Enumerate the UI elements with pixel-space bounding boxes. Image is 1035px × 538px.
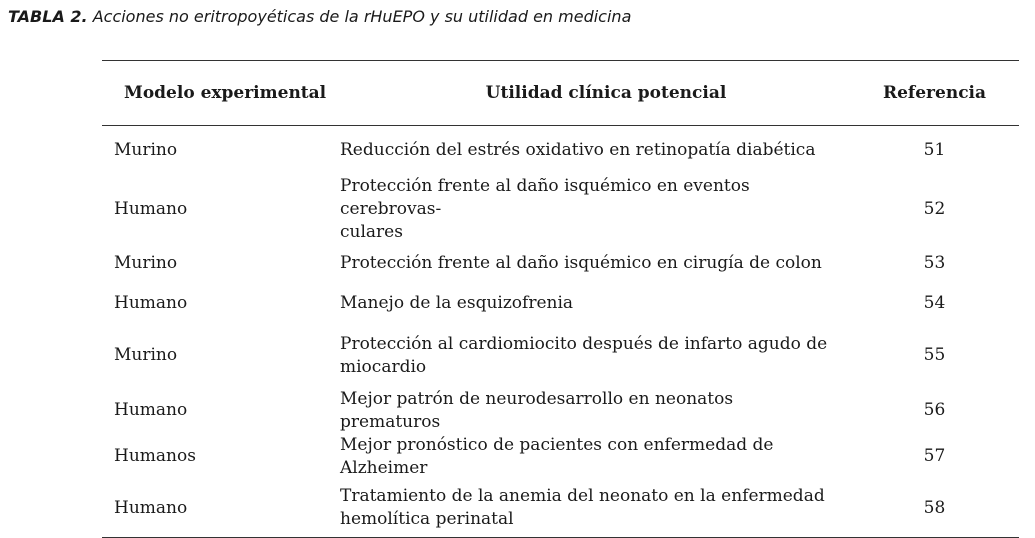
utility-cell: Protección frente al daño isquémico en cirugía de colon [340, 253, 822, 273]
table-row [102, 434, 1019, 480]
header-row [102, 61, 1019, 126]
model-cell: Humano [114, 400, 188, 420]
table-row [102, 126, 1019, 175]
reference-cell: 57 [923, 446, 946, 466]
model-cell: Murino [114, 253, 178, 273]
reference-cell: 56 [923, 400, 946, 420]
model-cell: Humano [114, 293, 188, 313]
header-model: Modelo experimental [124, 83, 327, 103]
table-row [102, 480, 1019, 538]
header-utility: Utilidad clínica potencial [485, 83, 727, 103]
utility-cell: Mejor pronóstico de pacientes con enfermedad de Alzheimer [340, 434, 774, 478]
reference-cell: 51 [923, 139, 946, 160]
utility-cell: Mejor patrón de neurodesarrollo en neonatos prematuros [340, 388, 734, 432]
table-row [102, 244, 1019, 284]
reference-cell: 53 [923, 253, 946, 273]
model-cell: Humano [114, 497, 188, 518]
model-cell: Humanos [114, 446, 196, 466]
data-table [102, 60, 1019, 538]
model-cell: Humano [114, 198, 188, 219]
table-body [102, 126, 1019, 538]
table-row [102, 284, 1019, 324]
table-row [102, 175, 1019, 244]
header-reference: Referencia [882, 83, 987, 103]
caption-label: TABLA 2. [8, 7, 88, 26]
utility-cell: Reducción del estrés oxidativo en retinopatía diabética [340, 139, 816, 160]
reference-cell: 52 [923, 198, 946, 219]
table-row [102, 324, 1019, 388]
table-row [102, 388, 1019, 434]
table-caption [8, 6, 631, 28]
reference-cell: 55 [923, 345, 946, 365]
reference-cell: 58 [923, 497, 946, 518]
table-header [102, 61, 1019, 126]
reference-cell: 54 [923, 293, 946, 313]
utility-cell: Manejo de la esquizofrenia [340, 293, 574, 313]
model-cell: Murino [114, 345, 178, 365]
utility-cell: Protección al cardiomiocito después de infarto agudo de miocardio [340, 333, 828, 377]
utility-cell: Tratamiento de la anemia del neonato en la enfermedad hemolítica perinatal [340, 486, 825, 530]
caption-text: Acciones no eritropoyéticas de la rHuEPO y su utilidad en medicina [87, 7, 632, 26]
model-cell: Murino [114, 139, 178, 160]
utility-cell: Protección frente al daño isquémico en eventos cerebrovas- culares [340, 175, 750, 242]
